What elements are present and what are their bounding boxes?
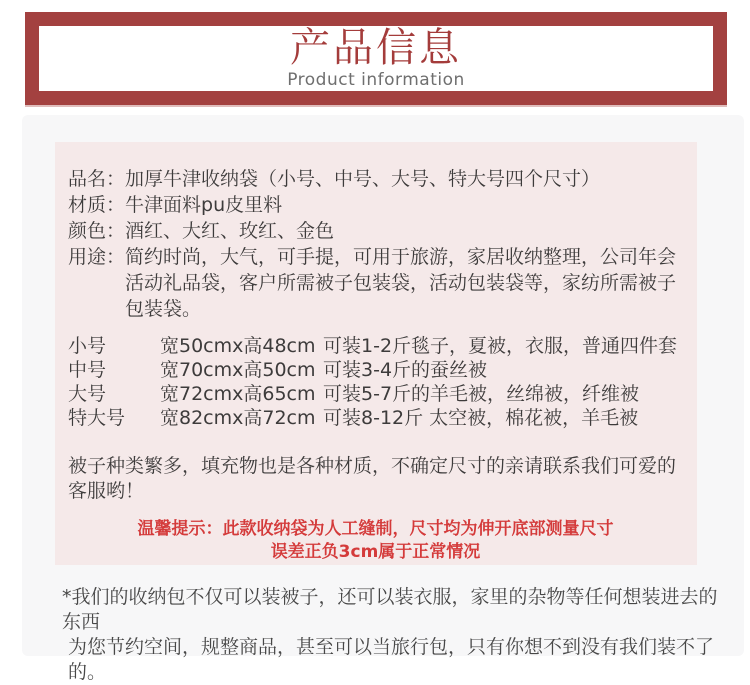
warm-tip-line1: 温馨提示：此款收纳袋为人工缝制，尺寸均为伸开底部测量尺寸 <box>137 519 614 539</box>
attribute-value: 加厚牛津收纳袋（小号、中号、大号、特大号四个尺寸） <box>125 168 601 190</box>
attribute-label: 颜色： <box>68 220 126 242</box>
size-capacity: 可装3-4斤的蚕丝被 <box>323 359 488 381</box>
footnote-line2: 为您节约空间，规整商品，甚至可以当旅行包，只有你想不到没有我们装不了的。 <box>68 636 715 683</box>
size-row-small <box>68 334 683 358</box>
size-dimensions: 宽82cmx高72cm <box>160 407 316 429</box>
product-attribute-row-material <box>68 192 683 218</box>
size-dimensions: 宽50cmx高48cm <box>160 335 316 357</box>
size-row-medium <box>68 358 683 382</box>
attribute-label: 材质： <box>68 194 126 216</box>
product-attribute-row-name <box>68 166 683 192</box>
size-dimensions: 宽72cmx高65cm <box>160 383 316 405</box>
footnote-line1: *我们的收纳包不仅可以装被子，还可以装衣服，家里的杂物等任何想装进去的东西 <box>62 586 718 633</box>
product-attribute-row-usage <box>68 244 683 322</box>
attribute-value: 简约时尚，大气，可手提，可用于旅游，家居收纳整理，公司年会活动礼品袋，客户所需被子包装袋，活动包装袋等，家纺所需被子包装袋。 <box>125 246 677 320</box>
size-name: 中号 <box>68 359 107 381</box>
product-details-card <box>55 142 697 565</box>
footnote <box>62 585 722 685</box>
warm-tip-line2: 误差正负3cm属于正常情况 <box>270 542 481 562</box>
content-panel <box>22 115 744 683</box>
page-title: 产品信息 <box>290 24 462 71</box>
size-row-extra-large <box>68 406 683 430</box>
size-capacity: 可装1-2斤毯子，夏被，衣服，普通四件套 <box>323 335 678 357</box>
attribute-label: 品名： <box>68 168 126 190</box>
size-name: 小号 <box>68 335 107 357</box>
page-subtitle: Product information <box>287 69 465 90</box>
attribute-value: 牛津面料pu皮里料 <box>125 194 283 216</box>
size-capacity: 可装5-7斤的羊毛被，丝绵被，纤维被 <box>323 383 640 405</box>
quilt-note: 被子种类繁多，填充物也是各种材质，不确定尺寸的亲请联系我们可爱的客服哟！ <box>68 455 677 502</box>
sizes-table <box>68 334 683 430</box>
product-attribute-row-color <box>68 218 683 244</box>
size-row-large <box>68 382 683 406</box>
size-dimensions: 宽70cmx高50cm <box>160 359 316 381</box>
size-name: 特大号 <box>68 407 126 429</box>
size-name: 大号 <box>68 383 107 405</box>
size-capacity: 可装8-12斤 太空被，棉花被，羊毛被 <box>323 407 639 429</box>
product-info-banner <box>25 12 727 105</box>
attribute-value: 酒红、大红、玫红、金色 <box>125 220 335 242</box>
attribute-label: 用途： <box>68 246 126 268</box>
warm-tip <box>68 518 683 564</box>
